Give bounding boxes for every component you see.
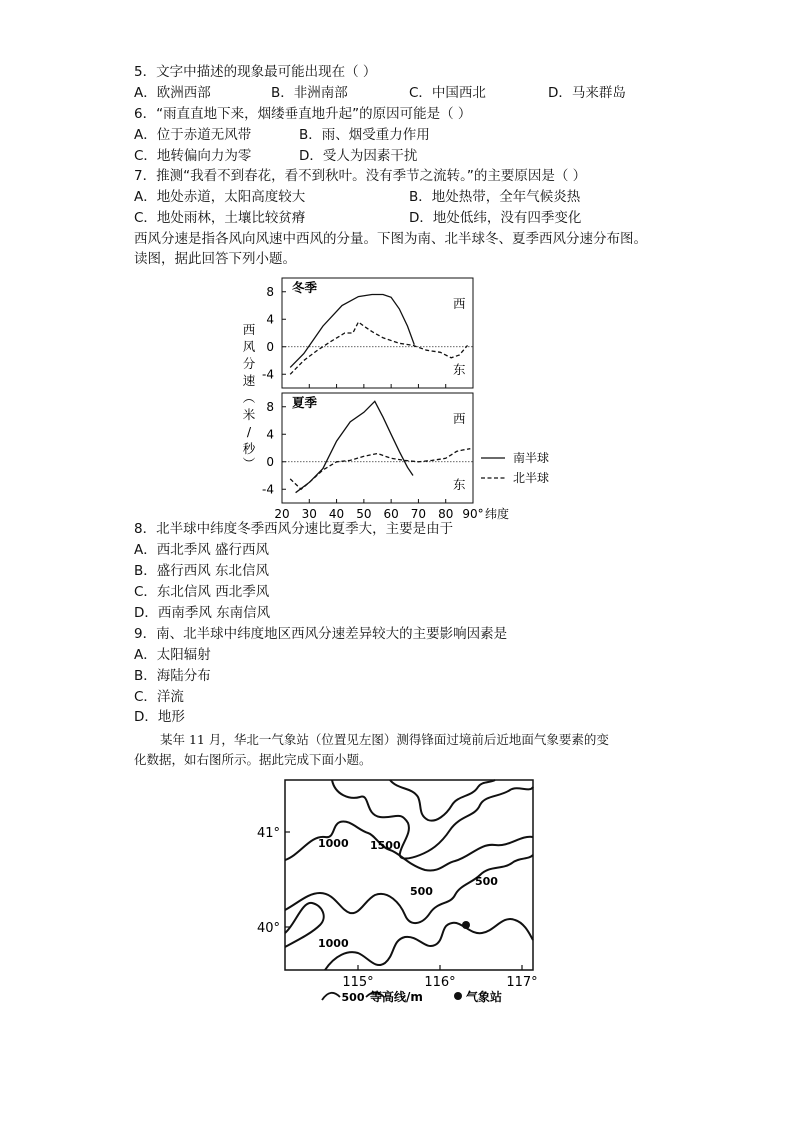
lon-label: 116°: [424, 975, 456, 990]
q5-option-b[interactable]: B．非洲南部: [271, 85, 348, 101]
q6-option-c[interactable]: C．地转偏向力为零: [134, 148, 252, 164]
chart-intro-line1: 西风分速是指各风向风速中西风的分量。下图为南、北半球冬、夏季西风分速分布图。: [134, 231, 647, 247]
x-tick-label: 90°: [462, 507, 484, 520]
series-line-north: [290, 322, 467, 374]
westerly-wind-chart: [230, 270, 560, 520]
lon-label: 115°: [342, 975, 374, 990]
y-tick-label: -4: [262, 482, 274, 497]
x-axis-label: 纬度: [485, 507, 510, 520]
legend-contour-label: 等高线/m: [370, 990, 423, 1004]
q5-option-c[interactable]: C．中国西北: [409, 85, 486, 101]
q6-option-b[interactable]: B．雨、烟受重力作用: [299, 127, 430, 143]
q6-option-d[interactable]: D．受人为因素干扰: [299, 148, 418, 164]
q9-option-d[interactable]: D．地形: [134, 709, 185, 725]
x-tick-label: 40: [328, 507, 345, 520]
map-intro-line2: 化数据，如右图所示。据此完成下面小题。: [134, 752, 372, 767]
q8-option-d[interactable]: D．西南季风 东南信风: [134, 605, 271, 621]
q9-option-c[interactable]: C．洋流: [134, 689, 184, 705]
x-tick-label: 30: [301, 507, 317, 520]
y-axis-label-7: /: [246, 424, 252, 439]
contour-label: 500: [410, 885, 433, 898]
y-axis-label-2: 风: [242, 339, 256, 354]
lon-label: 117°: [506, 975, 538, 990]
east-label: 东: [453, 362, 466, 377]
contour-label: 1000: [318, 937, 349, 950]
legend-station-label: 气象站: [466, 990, 503, 1004]
y-tick-label: 0: [266, 454, 274, 469]
x-tick-label: 60: [383, 507, 399, 520]
panel-title: 冬季: [292, 280, 318, 295]
q7-option-c[interactable]: C．地处雨林，土壤比较贫瘠: [134, 210, 306, 226]
series-line-north: [290, 449, 470, 490]
q8-stem: 8．北半球中纬度冬季西风分速比夏季大，主要是由于: [134, 521, 454, 537]
west-label: 西: [453, 296, 466, 311]
y-tick-label: 8: [266, 284, 274, 299]
legend-contour-sample: [322, 993, 340, 1000]
x-tick-label: 70: [410, 507, 427, 520]
y-axis-label-1: 西: [242, 322, 256, 337]
x-tick-label: 50: [356, 507, 372, 520]
q5-option-d[interactable]: D．马来群岛: [548, 85, 626, 101]
y-axis-label-3: 分: [242, 356, 256, 371]
panel-title: 夏季: [292, 395, 318, 410]
q5-option-a[interactable]: A．欧洲西部: [134, 85, 211, 101]
y-axis-label-4: 速: [242, 373, 256, 388]
lat-label: 40°: [256, 921, 280, 936]
west-label: 西: [453, 411, 466, 426]
legend-contour-value: 500: [341, 991, 365, 1004]
q8-option-a[interactable]: A．西北季风 盛行西风: [134, 542, 270, 558]
y-tick-label: 4: [266, 312, 274, 327]
legend-south-label: 南半球: [513, 451, 550, 465]
q9-option-a[interactable]: A．太阳辐射: [134, 647, 211, 663]
east-label: 东: [453, 477, 466, 492]
q8-option-b[interactable]: B．盛行西风 东北信风: [134, 563, 270, 579]
y-axis-label-8: 秒: [242, 441, 256, 456]
y-axis-label-9: ︶: [242, 456, 256, 471]
q7-stem: 7．推测“我看不到春花，看不到秋叶。没有季节之流转。”的主要原因是（ ）: [134, 168, 587, 184]
map-intro-line1: 某年 11 月，华北一气象站（位置见左图）测得锋面过境前后近地面气象要素的变: [160, 732, 609, 747]
series-line-south: [290, 295, 414, 368]
legend-north-label: 北半球: [513, 471, 550, 485]
y-axis-label-5: ︵: [242, 390, 256, 405]
y-tick-label: 8: [266, 399, 274, 414]
q8-option-c[interactable]: C．东北信风 西北季风: [134, 584, 270, 600]
y-tick-label: 0: [266, 339, 274, 354]
chart-intro-line2: 读图，据此回答下列小题。: [134, 251, 296, 267]
y-tick-label: 4: [266, 427, 274, 442]
q5-stem: 5．文字中描述的现象最可能出现在（ ）: [134, 64, 377, 80]
q9-stem: 9．南、北半球中纬度地区西风分速差异较大的主要影响因素是: [134, 626, 508, 642]
y-tick-label: -4: [262, 367, 274, 382]
x-tick-label: 80: [438, 507, 454, 520]
lat-label: 41°: [256, 826, 280, 841]
contour-label: 1500: [370, 839, 401, 852]
weather-station-marker: [462, 921, 470, 929]
contour-label: 1000: [318, 837, 349, 850]
q6-option-a[interactable]: A．位于赤道无风带: [134, 127, 252, 143]
q7-option-a[interactable]: A．地处赤道，太阳高度较大: [134, 189, 306, 205]
series-line-south: [296, 401, 413, 492]
legend-station-marker: [454, 992, 462, 1000]
q6-stem: 6．“雨直直地下来，烟缕垂直地升起”的原因可能是（ ）: [134, 106, 472, 122]
q7-option-b[interactable]: B．地处热带，全年气候炎热: [409, 189, 581, 205]
x-tick-label: 20: [274, 507, 290, 520]
q9-option-b[interactable]: B．海陆分布: [134, 668, 211, 684]
q7-option-d[interactable]: D．地处低纬，没有四季变化: [409, 210, 582, 226]
contour-label: 500: [475, 875, 498, 888]
y-axis-label-6: 米: [242, 407, 256, 422]
topographic-map: [240, 775, 550, 1010]
